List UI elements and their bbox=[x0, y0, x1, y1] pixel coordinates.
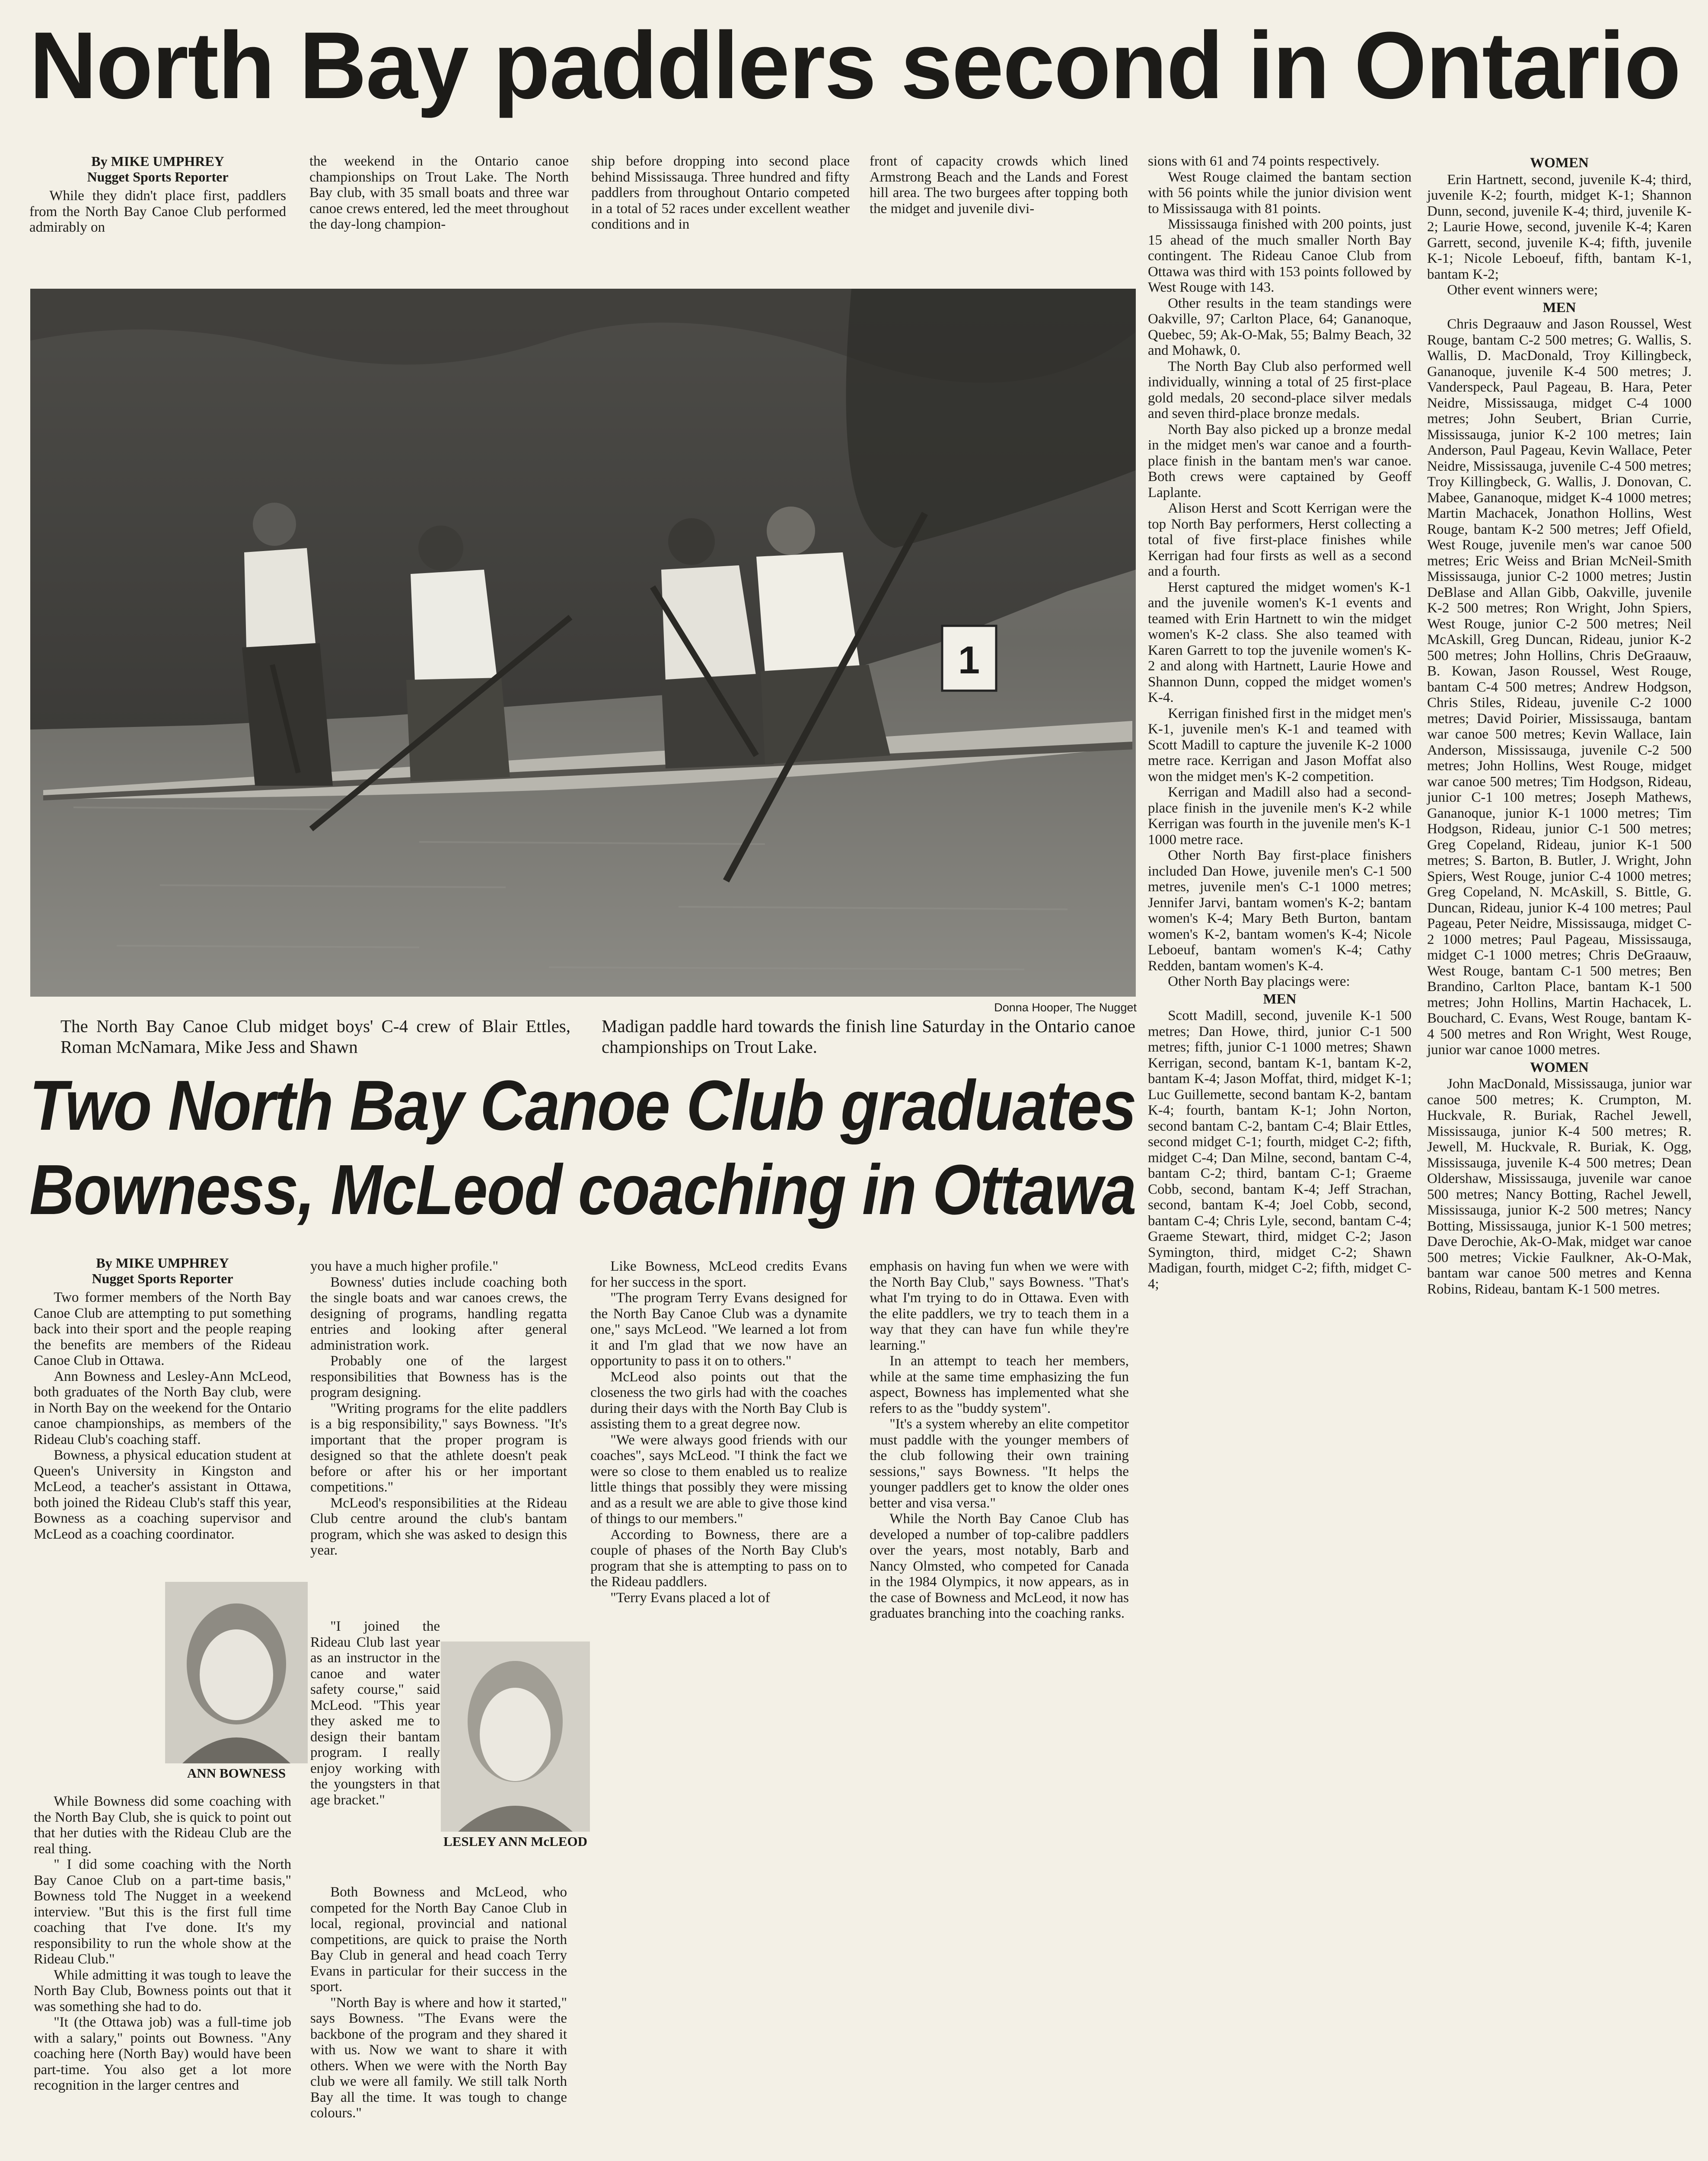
secondary-headline-line2: Bowness, McLeod coaching in Ottawa bbox=[29, 1150, 1136, 1229]
paragraph: While admitting it was tough to leave the North Bay Club, Bowness points out that it was something she had to do. bbox=[34, 1967, 291, 2014]
paragraph: "Writing programs for the elite paddlers is a big responsibility," says Bowness. "It's important that the proper program is designed so that the athlete doesn't peak before or after his or her important competitions." bbox=[310, 1400, 567, 1495]
paragraph: John MacDonald, Mississauga, junior war canoe 500 metres; K. Crumpton, M. Huckvale, R. Buriak, Rachel Jewell, Mississauga, junior K-4 500 metres; R. Jewell, M. Huckvale, R. Buriak, K. Ogg, Mississauga, juvenile K-4 500 metres; Dean Oldershaw, Mississauga, juvenile war canoe 500 metres; Nancy Botting, Rachel Jewell, Mississauga, junior K-2 500 metres; Nancy Botting, Mississauga, junior K-1 500 metres; Dave Derochie, Ak-O-Mak, midget war canoe 500 metres; Vickie Faulkner, Ak-O-Mak, bantam war canoe 500 metres and Kenna Robins, Rideau, bantam K-1 500 metres. bbox=[1427, 1076, 1692, 1297]
ann-bowness-caption: ANN BOWNESS bbox=[187, 1766, 286, 1781]
paragraph: Scott Madill, second, juvenile K-1 500 metres; Dan Howe, third, junior C-1 500 metres; fifth, junior C-1 1000 metres; Shawn Kerrigan, second, bantam K-1, bantam K-2, bantam K-4; Jason Moffat, third, midget K-1; Luc Guillemette, second bantam K-2, bantam K-4; fourth, bantam K-1; John Norton, second bantam C-2, bantam C-4; Blair Ettles, second midget C-1; fourth, midget C-2; fifth, midget C-4; Dan Milne, second, bantam C-4, bantam C-2; third, bantam C-1; Graeme Cobb, second, bantam K-4; Jeff Strachan, second, bantam K-4; Joel Cobb, second, bantam C-4; Chris Lyle, second, bantam C-4; Graeme Stewart, third, midget C-2; Jason Symington, third, midget C-2; Shawn Madigan, fourth, midget C-2; fifth, midget C-4; bbox=[1148, 1008, 1412, 1292]
paragraph: Bowness' duties include coaching both the single boats and war canoes crews, the designing of programs, handling regatta entries and looking after general administration work. bbox=[310, 1274, 567, 1353]
photo-caption-left: The North Bay Canoe Club midget boys' C-4 crew of Blair Ettles, Roman McNamara, Mike Jess and Shawn bbox=[61, 1016, 570, 1057]
paragraph: The North Bay Club also performed well individually, winning a total of 25 first-place gold medals, 20 second-place silver medals and seven third-place bronze medals. bbox=[1148, 358, 1412, 421]
paragraph: Chris Degraauw and Jason Roussel, West Rouge, bantam C-2 500 metres; G. Wallis, S. Wallis, D. MacDonald, Troy Killingbeck, Gananoque, juvenile K-4 500 metres; J. Vanderspeck, Paul Pageau, B. Hara, Peter Neidre, Mississauga, midget C-4 1000 metres; John Seubert, Brian Currie, Mississauga, junior K-2 100 metres; Iain Anderson, Paul Pageau, Kevin Wallace, Peter Neidre, Mississauga, juvenile C-4 500 metres; Troy Killingbeck, G. Wallis, J. Donovan, C. Mabee, Gananoque, midget K-4 1000 metres; Martin Machacek, Jonathon Hollins, West Rouge, bantam K-2 500 metres; Jeff Ofield, West Rouge, juvenile men's war canoe 500 metres; Eric Weiss and Brian McNeil-Smith Mississauga, junior C-2 1000 metres; Justin DeBlase and Allan Gibb, Oakville, juvenile K-2 500 metres; Ron Wright, John Spiers, West Rouge, junior C-2 500 metres; Neil McAskill, Greg Duncan, Rideau, junior K-2 500 metres; John Hollins, Chris DeGraauw, B. Kowan, Jason Roussel, West Rouge, bantam C-4 500 metres; Andrew Hodgson, Chris Stiles, Rideau, juvenile C-2 1000 metres; David Poirier, Mississauga, bantam war canoe 500 metres; Kevin Wallace, Iain Anderson, Mississauga, juvenile C-2 500 metres; John Hollins, West Rouge, midget war canoe 500 metres; Tim Hodgson, Rideau, junior C-1 100 metres; Joseph Mathews, Gananoque, junior K-1 1000 metres; Tim Hodgson, Rideau, junior C-1 500 metres; Greg Copeland, Rideau, junior K-1 500 metres; S. Barton, B. Butler, J. Wright, John Spiers, West Rouge, junior C-4 1000 metres; Greg Copeland, N. McAskill, S. Bittle, G. Duncan, Rideau, junior K-4 100 metres; Paul Pageau, Peter Neidre, Mississauga, midget C-2 1000 metres; Paul Pageau, Mississauga, midget C-1 1000 metres; Chris DeGraauw, West Rouge, bantam C-1 500 metres; Ben Brandino, Carlton Place, bantam K-1 500 metres; John Hollins, Martin Hachacek, L. Bouchard, C. Evans, West Rouge, bantam K-4 500 metres and Ron Wright, West Rouge, junior war canoe 1000 metres. bbox=[1427, 316, 1692, 1058]
lesley-ann-mcleod-photo bbox=[441, 1641, 590, 1832]
paragraph: Ann Bowness and Lesley-Ann McLeod, both graduates of the North Bay club, were in North Bay on the weekend for the Ontario canoe championships, as members of the Rideau Club's coaching staff. bbox=[34, 1368, 291, 1447]
paragraph: Kerrigan and Madill also had a second-place finish in the juvenile men's K-2 while Kerrigan was fourth in the juvenile men's K-1 1000 metre race. bbox=[1148, 784, 1412, 848]
story2-col2-mid bbox=[310, 1619, 440, 1808]
paragraph: Mississauga finished with 200 points, just 15 ahead of the much smaller North Bay contingent. The Rideau Canoe Club from Ottawa was third with 153 points followed by West Rouge with 143. bbox=[1148, 217, 1412, 295]
section-heading: MEN bbox=[1542, 300, 1576, 316]
section-heading: WOMEN bbox=[1530, 1059, 1589, 1075]
photo-credit: Donna Hooper, The Nugget bbox=[994, 1001, 1137, 1014]
paragraph: Probably one of the largest responsibilities that Bowness has is the program designing. bbox=[310, 1353, 567, 1400]
story1-col6 bbox=[1427, 153, 1692, 1297]
paragraph: sions with 61 and 74 points respectively. bbox=[1148, 153, 1380, 169]
story1-col5 bbox=[1148, 153, 1412, 1292]
paragraph: "Terry Evans placed a lot of bbox=[610, 1590, 770, 1606]
paragraph: While the North Bay Canoe Club has developed a number of top-calibre paddlers over the years, most notably, Barb and Nancy Olmsted, who competed for Canada in the 1984 Olympics, it now appears, as in the case of Bowness and McLeod, it now has graduates branching into the coaching ranks. bbox=[870, 1511, 1129, 1621]
paragraph: "The program Terry Evans designed for the North Bay Canoe Club was a dynamite one," says McLeod. "We learned a lot from it and I'm glad that we now have an opportunity to pass it on to others." bbox=[590, 1290, 847, 1369]
paragraph: Other North Bay first-place finishers included Dan Howe, juvenile men's C-1 500 metres, juvenile men's C-1 1000 metres; Jennifer Jarvi, bantam women's K-2; bantam women's K-4; Mary Beth Burton, bantam women's K-2, bantam women's K-4; Nicole Leboeuf, bantam women's K-4; Cathy Redden, bantam women's K-4. bbox=[1148, 848, 1412, 974]
byline-title: Nugget Sports Reporter bbox=[92, 1271, 233, 1286]
byline: By MIKE UMPHREY bbox=[96, 1255, 229, 1271]
paragraph: Bowness, a physical education student at Queen's University in Kingston and McLeod, a teacher's assistant in Ottawa, both joined the Rideau Club's staff this year, Bowness as a coaching supervisor and McLeod as a coaching coordinator. bbox=[34, 1447, 291, 1542]
paragraph: McLeod's responsibilities at the Rideau Club centre around the club's bantam program, which she was asked to design this year. bbox=[310, 1495, 567, 1558]
section-heading: WOMEN bbox=[1530, 155, 1589, 171]
paragraph: you have a much higher profile." bbox=[310, 1259, 498, 1274]
paragraph: Other North Bay placings were: bbox=[1168, 974, 1350, 989]
paragraph: "I joined the Rideau Club last year as an instructor in the canoe and water safety course," said McLeod. "This year they asked me to design their bantam program. I really enjoy working with the youngsters in that age bracket." bbox=[310, 1619, 440, 1808]
secondary-headline-line1: Two North Bay Canoe Club graduates bbox=[29, 1066, 1136, 1145]
paragraph: Like Bowness, McLeod credits Evans for her success in the sport. bbox=[590, 1259, 847, 1290]
story1-col2 bbox=[309, 153, 569, 233]
paragraph: front of capacity crowds which lined Armstrong Beach and the Lands and Forest hill area. The two burgees after topping both the midget and juvenile divi- bbox=[870, 153, 1128, 217]
paragraph: "North Bay is where and how it started," says Bowness. "The Evans were the backbone of the program and they shared it with us. Now we want to share it with others. When we were with the North Bay club we were all family. We still talk North Bay all the time. It was tough to change colours." bbox=[310, 1995, 567, 2121]
story2-col1 bbox=[34, 1255, 291, 1545]
paragraph: In an attempt to teach her members, while at the same time emphasizing the fun aspect, Bowness has implemented what she refers to as the "buddy system". bbox=[870, 1353, 1129, 1416]
ann-bowness-photo bbox=[165, 1582, 308, 1763]
paragraph: McLeod also points out that the closeness the two girls had with the coaches during their days with the North Bay Club is assisting them to a great degree now. bbox=[590, 1369, 847, 1432]
paragraph: "It (the Ottawa job) was a full-time job with a salary," points out Bowness. "Any coaching here (North Bay) would have been part-time. You also get a lot more recognition in the larger centres and bbox=[34, 2014, 291, 2093]
story1-col4 bbox=[870, 153, 1128, 217]
story2-col4 bbox=[870, 1259, 1129, 1622]
paragraph: emphasis on having fun when we were with the North Bay Club," says Bowness. "That's what I'm trying to do in Ottawa. Even with the elite paddlers, we try to teach them in a way that they can have fun while they're learning." bbox=[870, 1259, 1129, 1353]
paragraph: ship before dropping into second place behind Mississauga. Three hundred and fifty paddlers from throughout Ontario competed in a total of 52 races under excellent weather conditions and in bbox=[591, 153, 850, 232]
paragraph: While Bowness did some coaching with the North Bay Club, she is quick to point out that her duties with the Rideau Club are the real thing. bbox=[34, 1794, 291, 1857]
news-photo bbox=[30, 289, 1136, 997]
story2-col2 bbox=[310, 1259, 567, 1559]
paragraph: Other event winners were; bbox=[1447, 282, 1598, 298]
paragraph: West Rouge claimed the bantam section with 56 points while the junior division went to Mississauga with 81 points. bbox=[1148, 169, 1412, 217]
paragraph: Two former members of the North Bay Canoe Club are attempting to put something back into their sport and the people reaping the benefits are members of the Rideau Canoe Club in Ottawa. bbox=[34, 1290, 291, 1368]
section-heading: MEN bbox=[1263, 991, 1297, 1007]
paragraph: While they didn't place first, paddlers from the North Bay Canoe Club performed admirably on bbox=[29, 188, 286, 235]
story2-col3 bbox=[590, 1259, 847, 1606]
paragraph: "It's a system whereby an elite competitor must paddle with the younger members of the club following their own training sessions," says Bowness. "It helps the younger paddlers get to know the older ones better and visa versa." bbox=[870, 1416, 1129, 1511]
paragraph: "We were always good friends with our coaches", says McLeod. "I think the fact we were so close to them enabled us to realize little things that possibly they were missing and as a result we are able to give those kind of things to our members." bbox=[590, 1432, 847, 1527]
main-headline: North Bay paddlers second in Ontario bbox=[29, 12, 1680, 118]
paragraph: Erin Hartnett, second, juvenile K-4; third, juvenile K-2; fourth, midget K-1; Shannon Dunn, second, juvenile K-4; third, juvenile K-2; Laurie Howe, second, juvenile K-4; Karen Garrett, second, juvenile K-4; fifth, juvenile K-1; Nicole Leboeuf, fifth, bantam K-1, bantam K-2; bbox=[1427, 172, 1692, 282]
lesley-ann-mcleod-caption: LESLEY ANN McLEOD bbox=[443, 1834, 587, 1849]
paragraph: North Bay also picked up a bronze medal in the midget men's war canoe and a fourth-place finish in the bantam men's war canoe. Both crews were captained by Geoff Laplante. bbox=[1148, 421, 1412, 500]
photo-caption-right: Madigan paddle hard towards the finish line Saturday in the Ontario canoe championships on Trout Lake. bbox=[602, 1016, 1135, 1057]
byline-title: Nugget Sports Reporter bbox=[87, 169, 229, 185]
paragraph: Alison Herst and Scott Kerrigan were the top North Bay performers, Herst collecting a total of five first-place finishes while Kerrigan had four firsts as well as a second and a fourth. bbox=[1148, 500, 1412, 579]
paragraph: Kerrigan finished first in the midget men's K-1, juvenile men's K-1 and teamed with Scott Madill to capture the juvenile K-2 1000 metre race. Kerrigan and Jason Moffat also won the midget men's K-2 competition. bbox=[1148, 705, 1412, 784]
paragraph: Other results in the team standings were Oakville, 97; Carlton Place, 64; Gananoque, Quebec, 59; Ak-O-Mak, 55; Balmy Beach, 32 and Mohawk, 0. bbox=[1148, 295, 1412, 358]
story2-col2-lower bbox=[310, 1884, 567, 2121]
story1-col1 bbox=[29, 153, 286, 236]
story2-col1-lower bbox=[34, 1794, 291, 2094]
paragraph: " I did some coaching with the North Bay Canoe Club on a part-time basis," Bowness told The Nugget in a weekend interview. "But this is the first full time coaching that I've done. It's my responsibility to run the whole show at the Rideau Club." bbox=[34, 1857, 291, 1967]
paragraph: Both Bowness and McLeod, who competed for the North Bay Canoe Club in local, regional, provincial and national competitions, are quick to praise the North Bay Club in general and head coach Terry Evans in particular for their success in the sport. bbox=[310, 1884, 567, 1995]
story1-col3 bbox=[591, 153, 850, 233]
byline: By MIKE UMPHREY bbox=[91, 153, 224, 169]
paragraph: the weekend in the Ontario canoe championships on Trout Lake. The North Bay club, with 35 small boats and three war canoe crews entered, led the meet throughout the day-long champion- bbox=[309, 153, 569, 232]
paragraph: Herst captured the midget women's K-1 and the juvenile women's K-1 events and teamed with Erin Hartnett to win the midget women's K-2 class. She also teamed with Karen Garrett to top the juvenile women's K-2 and along with Hartnett, Laurie Howe and Shannon Dunn, copped the midget women's K-4. bbox=[1148, 579, 1412, 705]
boat-number: 1 bbox=[958, 639, 980, 682]
paragraph: According to Bowness, there are a couple of phases of the North Bay Club's program that she is attempting to pass on to the Rideau paddlers. bbox=[590, 1527, 847, 1590]
